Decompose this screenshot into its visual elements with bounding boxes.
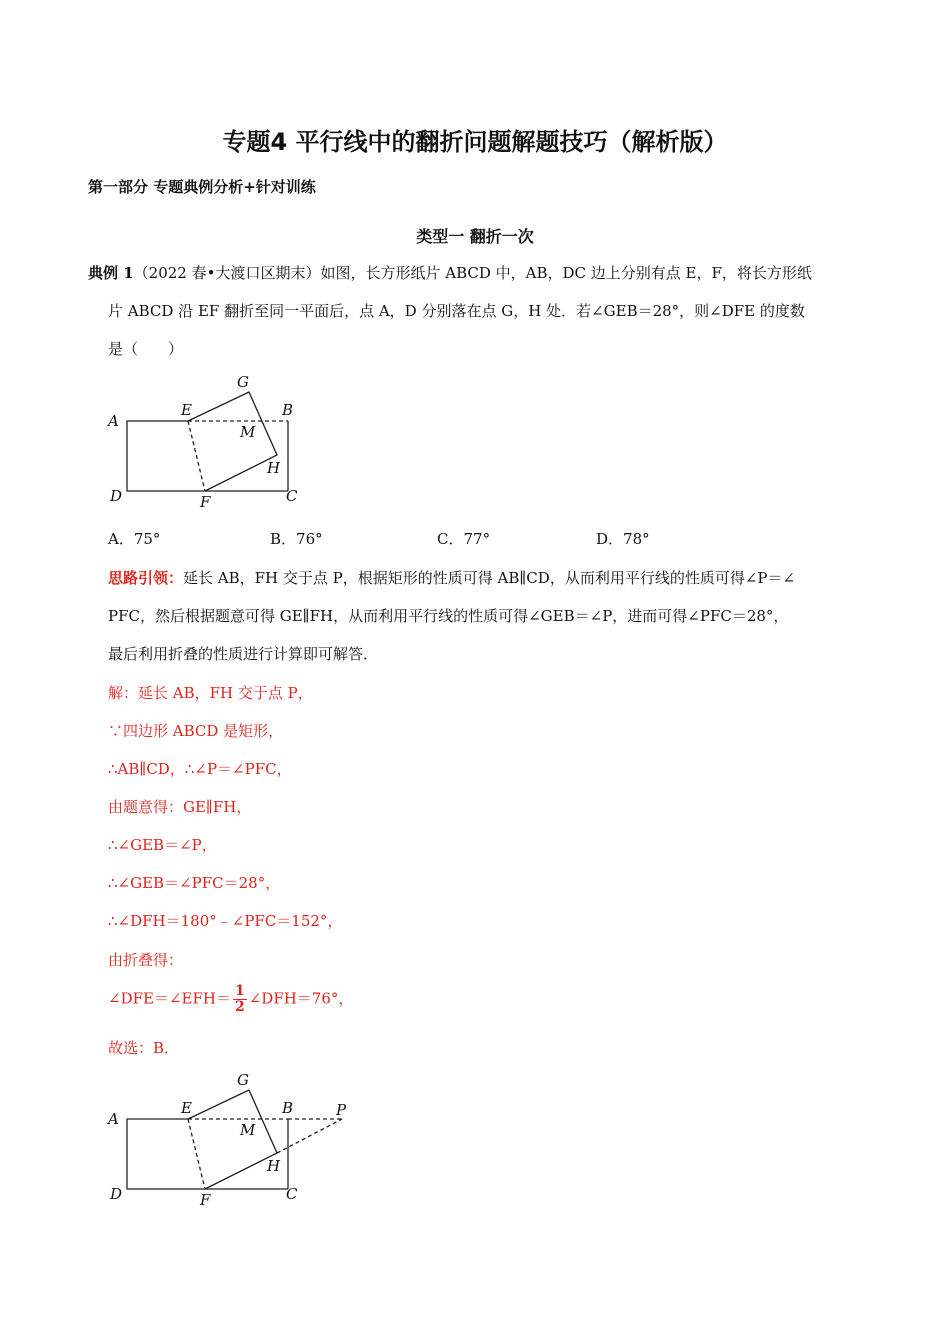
solution-line-6: ∴∠GEB＝∠PFC＝28°，: [108, 874, 281, 892]
fraction-numerator: 1: [234, 983, 245, 999]
fig2-label-f: F: [200, 1191, 211, 1209]
solution-line-9: [108, 984, 353, 1015]
hint-line-3: 最后利用折叠的性质进行计算即可解答．: [108, 645, 379, 663]
solution-line-3: ∴AB∥CD，∴∠P＝∠PFC，: [108, 760, 292, 778]
fraction-one-half: [233, 984, 247, 1015]
fig1-label-d: D: [110, 487, 123, 505]
fig2-label-c: C: [286, 1185, 298, 1203]
page-title: 专题4 平行线中的翻折问题解题技巧（解析版）: [222, 128, 728, 156]
type-heading: 类型一 翻折一次: [416, 227, 534, 246]
solution-line-4: 由题意得：GE∥FH，: [108, 798, 252, 816]
fig2-label-e: E: [181, 1099, 192, 1117]
fig1-label-h: H: [267, 459, 281, 477]
solution-line-7: ∴∠DFH＝180°﹣∠PFC＝152°，: [108, 912, 343, 930]
option-c: C．77°: [437, 530, 491, 548]
fig2-label-m: M: [240, 1121, 256, 1139]
solution-line-10: 故选：B．: [108, 1039, 180, 1057]
fig1-label-f: F: [200, 493, 211, 511]
fig2-label-d: D: [110, 1185, 123, 1203]
option-a: A．75°: [108, 530, 161, 548]
solution-line-5: ∴∠GEB＝∠P，: [108, 836, 217, 854]
fig2-label-g: G: [237, 1071, 249, 1089]
figure-2: [100, 1068, 360, 1213]
solution-line-9-start: ∠DFE＝∠EFH＝: [108, 989, 231, 1008]
hint-text-1: 延长 AB，FH 交于点 P，根据矩形的性质可得 AB∥CD，从而利用平行线的性质可得∠P＝∠: [183, 569, 796, 587]
fig1-label-e: E: [181, 401, 192, 419]
solution-line-9-end: ∠DFH＝76°，: [248, 989, 354, 1008]
hint-line-2: PFC，然后根据题意可得 GE∥FH，从而利用平行线的性质可得∠GEB＝∠P，进而可得∠PFC＝28°，: [108, 607, 789, 625]
figure-1: [100, 370, 330, 515]
solution-line-1: 解：延长 AB，FH 交于点 P，: [108, 684, 313, 702]
fig1-label-b: B: [282, 401, 294, 419]
question-line-1: [88, 262, 812, 283]
fig1-label-g: G: [237, 373, 249, 391]
solution-line-8: 由折叠得：: [108, 951, 184, 969]
part-heading: 第一部分 专题典例分析+针对训练: [88, 178, 316, 196]
fig2-label-a: A: [108, 1110, 119, 1128]
fig1-label-a: A: [108, 412, 119, 430]
hint-line-1: [108, 567, 795, 588]
fig2-label-b: B: [282, 1099, 294, 1117]
hint-label: 思路引领：: [108, 569, 184, 587]
question-label: 典例 1: [88, 264, 134, 282]
option-b: B．76°: [270, 530, 323, 548]
solution-line-2: ∵四边形 ABCD 是矩形，: [108, 722, 284, 740]
fig1-label-m: M: [240, 423, 256, 441]
question-line-3: 是（ ）: [108, 340, 184, 358]
fig2-label-p: P: [336, 1101, 347, 1119]
fig1-label-c: C: [286, 487, 298, 505]
fig2-label-h: H: [267, 1157, 281, 1175]
question-line-2: 片 ABCD 沿 EF 翻折至同一平面后，点 A，D 分别落在点 G，H 处．若∠GEB＝28°，则∠DFE 的度数: [108, 302, 805, 320]
option-d: D．78°: [596, 530, 650, 548]
question-text-1: （2022 春•大渡口区期末）如图，长方形纸片 ABCD 中，AB，DC 边上分别有点 E，F，将长方形纸: [133, 264, 812, 282]
fraction-denominator: 2: [234, 999, 245, 1015]
